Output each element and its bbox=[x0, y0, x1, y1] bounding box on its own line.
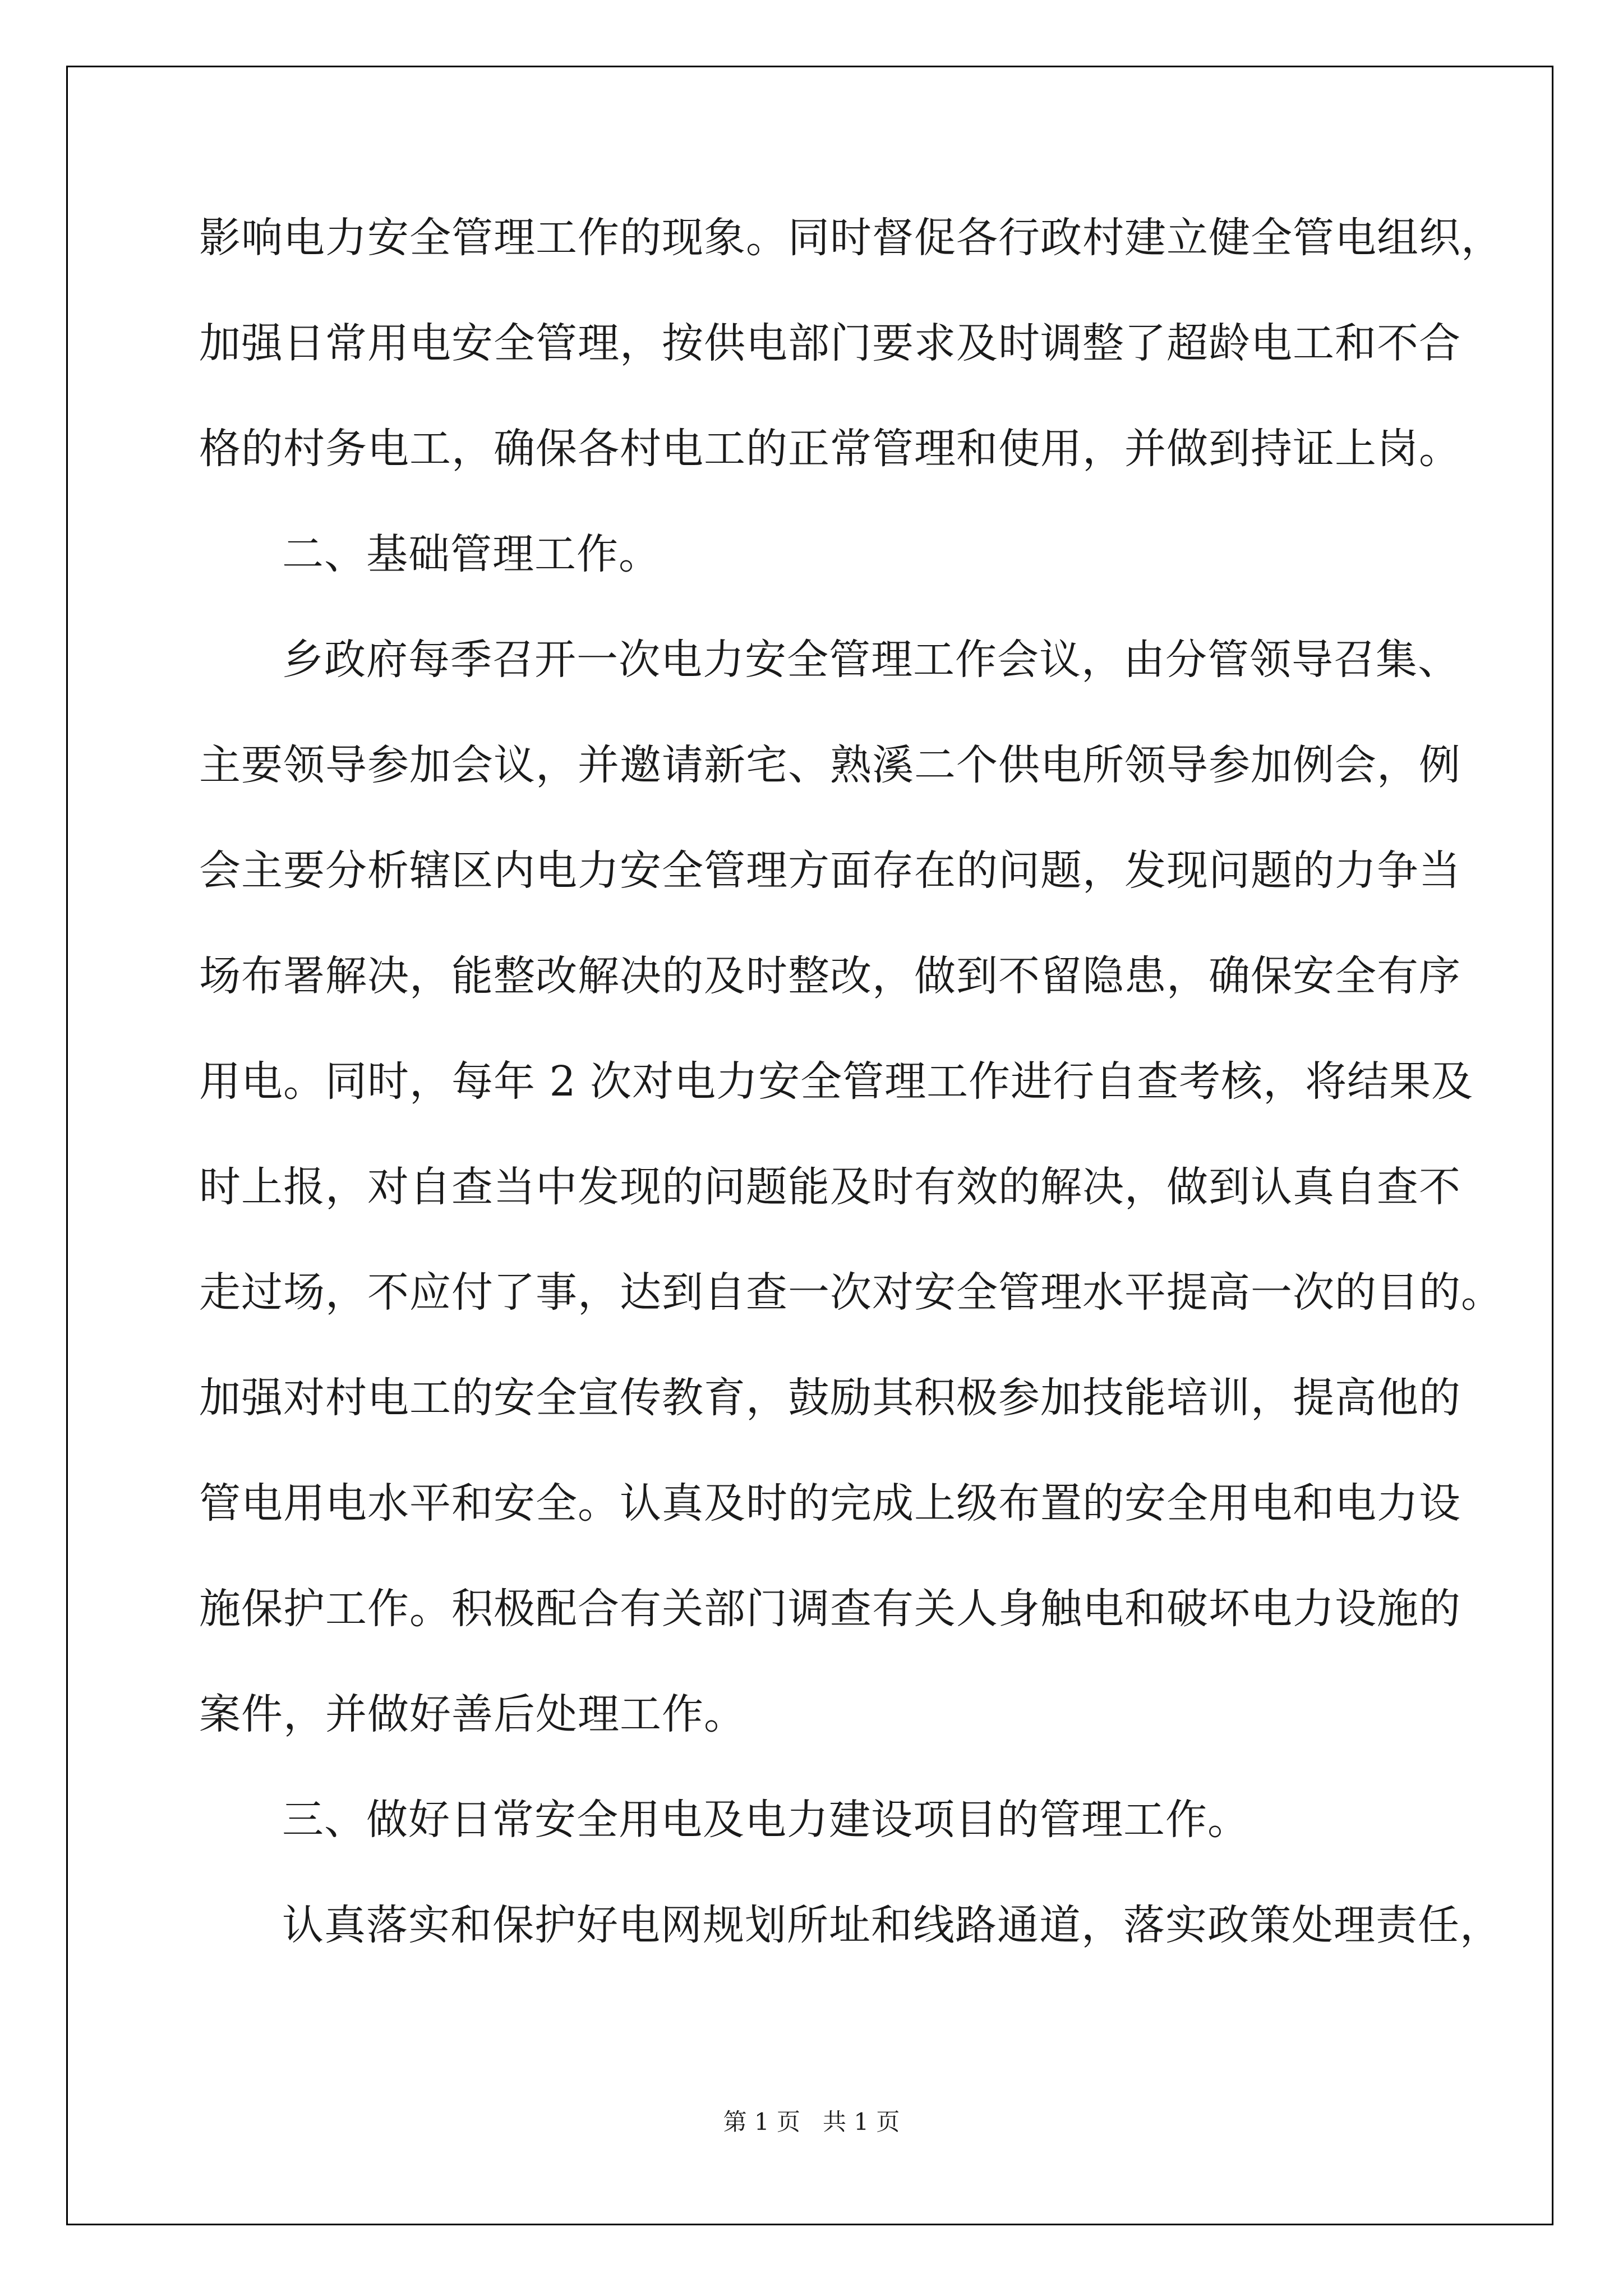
text-line: 加强日常用电安全管理，按供电部门要求及时调整了超龄电工和不合 bbox=[199, 319, 1461, 367]
paragraph-start: 乡政府每季召开一次电力安全管理工作会议，由分管领导召集、 bbox=[282, 636, 1460, 684]
section-heading: 二、基础管理工作。 bbox=[282, 530, 661, 578]
section-heading: 三、做好日常安全用电及电力建设项目的管理工作。 bbox=[282, 1796, 1249, 1844]
page-number: 第 1 页 bbox=[723, 2108, 800, 2136]
text-line: 加强对村电工的安全宣传教育，鼓励其积极参加技能培训，提高他的 bbox=[199, 1374, 1461, 1422]
text-line: 场布署解决，能整改解决的及时整改，做到不留隐患，确保安全有序 bbox=[199, 952, 1461, 1000]
paragraph-start: 认真落实和保护好电网规划所址和线路通道，落实政策处理责任， bbox=[282, 1901, 1502, 1949]
text-line: 施保护工作。积极配合有关部门调查有关人身触电和破坏电力设施的 bbox=[199, 1585, 1461, 1633]
text-line: 案件，并做好善后处理工作。 bbox=[199, 1690, 746, 1738]
text-line: 管电用电水平和安全。认真及时的完成上级布置的安全用电和电力设 bbox=[199, 1479, 1461, 1527]
text-line: 走过场，不应付了事，达到自查一次对安全管理水平提高一次的目的。 bbox=[199, 1268, 1503, 1317]
text-line: 时上报，对自查当中发现的问题能及时有效的解决，做到认真自查不 bbox=[199, 1163, 1461, 1211]
page-footer bbox=[0, 2104, 1623, 2137]
document-body bbox=[199, 185, 1503, 1978]
text-line: 会主要分析辖区内电力安全管理方面存在的问题，发现问题的力争当 bbox=[199, 846, 1461, 895]
page-total: 共 1 页 bbox=[823, 2108, 900, 2136]
text-line: 格的村务电工，确保各村电工的正常管理和使用，并做到持证上岗。 bbox=[199, 425, 1461, 473]
text-line: 主要领导参加会议，并邀请新宅、熟溪二个供电所领导参加例会，例 bbox=[199, 741, 1461, 789]
text-line: 影响电力安全管理工作的现象。同时督促各行政村建立健全管电组织， bbox=[199, 214, 1503, 262]
text-line: 用电。同时，每年 2 次对电力安全管理工作进行自查考核，将结果及 bbox=[199, 1057, 1474, 1106]
